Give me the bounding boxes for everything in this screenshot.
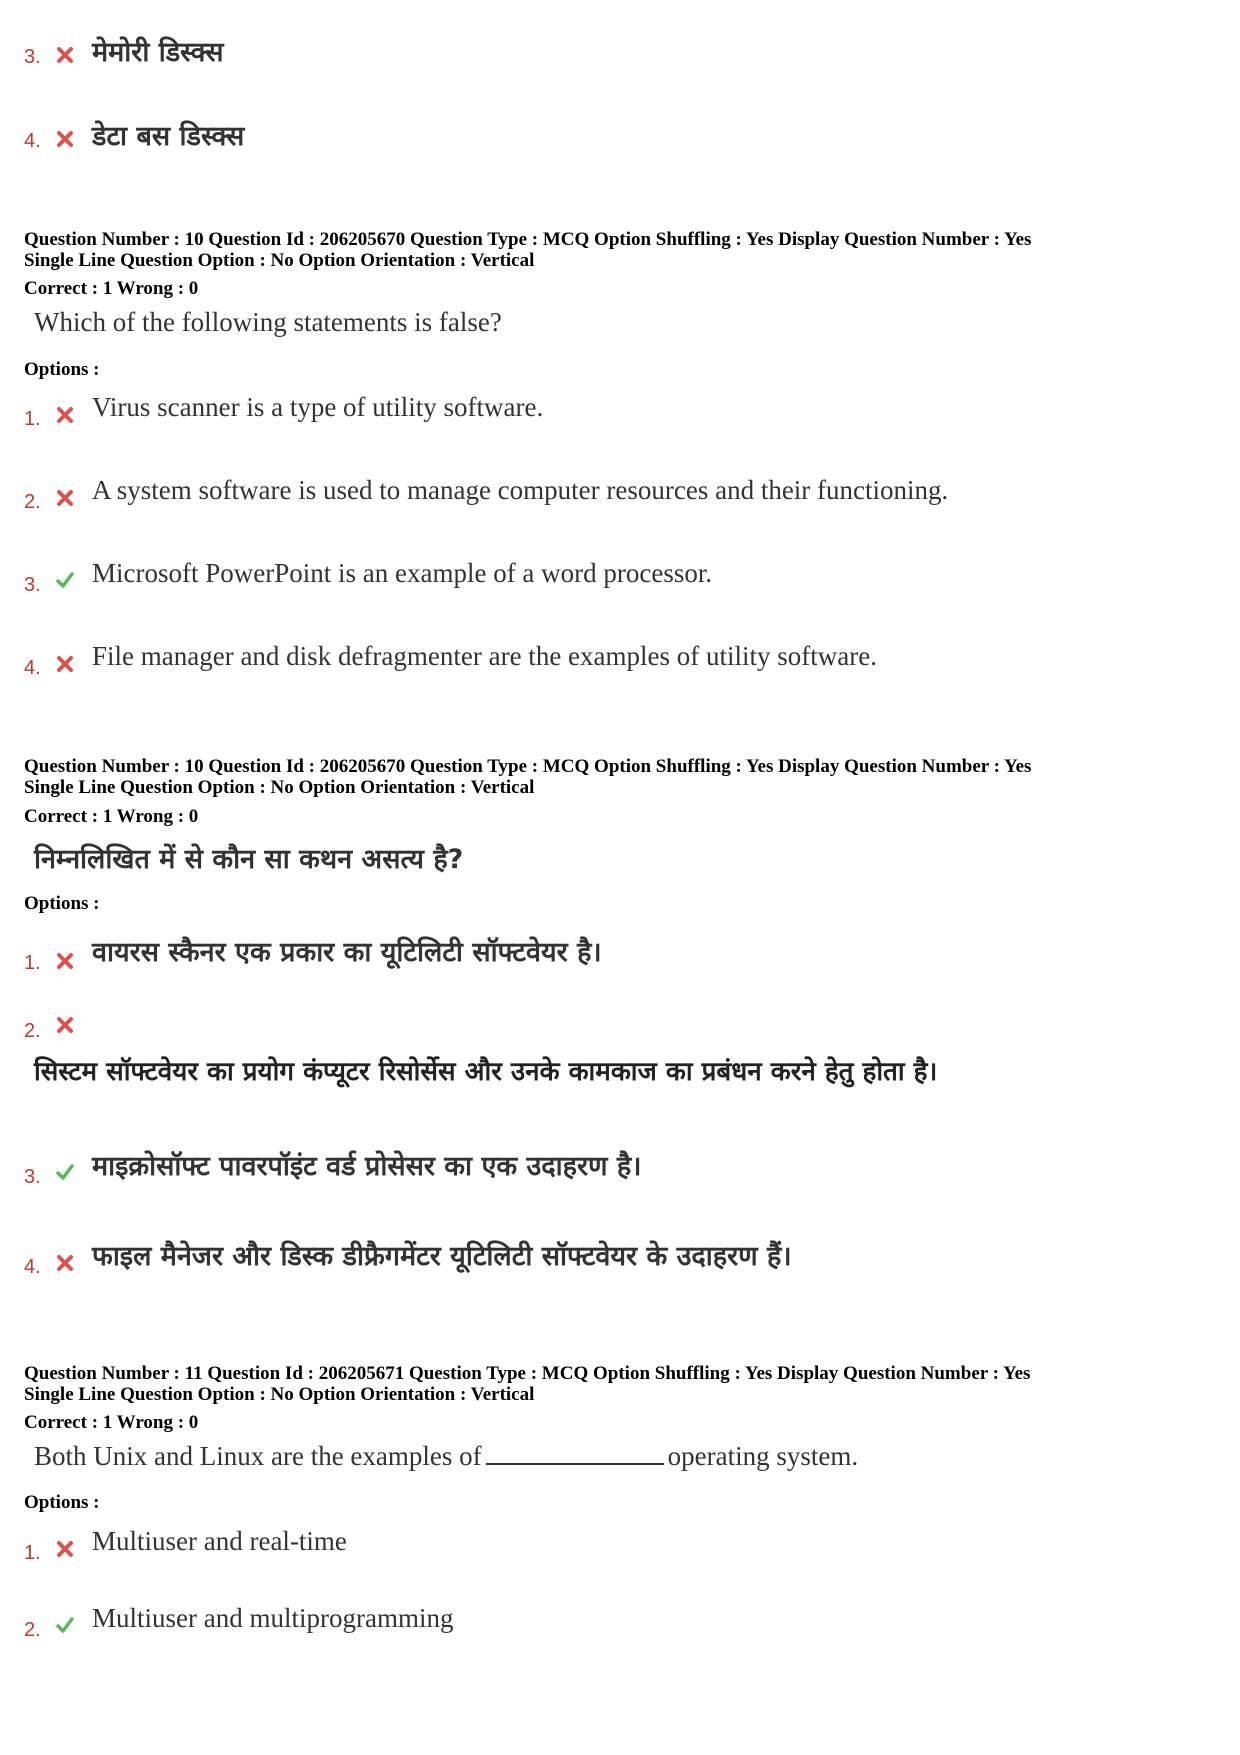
- option-text: Virus scanner is a type of utility software.: [92, 392, 544, 422]
- question-score: Correct : 1 Wrong : 0: [24, 1412, 199, 1433]
- option-number: 2.: [24, 491, 41, 513]
- option-number: 3.: [24, 574, 41, 596]
- option-text: Microsoft PowerPoint is an example of a word processor.: [92, 558, 713, 588]
- cross-icon: [56, 130, 74, 148]
- cross-icon: [56, 1016, 74, 1034]
- question-meta-line: Single Line Question Option : No Option Orientation : Vertical: [24, 1384, 535, 1405]
- cross-icon: [56, 1540, 74, 1558]
- option-number: 2.: [24, 1619, 41, 1641]
- cross-icon: [56, 952, 74, 970]
- option-text: मेमोरी डिस्क्स: [92, 37, 224, 68]
- option-text: File manager and disk defragmenter are the examples of utility software.: [92, 641, 877, 671]
- option-text: फाइल मैनेजर और डिस्क डीफ्रैगमेंटर यूटिलिटी सॉफ्टवेयर के उदाहरण हैं।: [92, 1241, 792, 1272]
- option-number: 3.: [24, 1166, 41, 1188]
- fill-in-blank: [486, 1441, 664, 1465]
- check-icon: [56, 1616, 74, 1634]
- options-label: Options :: [24, 893, 100, 914]
- question-score: Correct : 1 Wrong : 0: [24, 278, 199, 299]
- option-number: 4.: [24, 1256, 41, 1278]
- question-text: निम्नलिखित में से कौन सा कथन असत्य है?: [34, 844, 464, 875]
- option-text: A system software is used to manage computer resources and their functioning.: [92, 475, 949, 505]
- option-text: माइक्रोसॉफ्ट पावरपॉइंट वर्ड प्रोसेसर का एक उदाहरण है।: [92, 1151, 642, 1182]
- option-text: वायरस स्कैनर एक प्रकार का यूटिलिटी सॉफ्टवेयर है।: [92, 937, 602, 968]
- cross-icon: [56, 46, 74, 64]
- option-number: 1.: [24, 952, 41, 974]
- question-text: [34, 1441, 858, 1472]
- cross-icon: [56, 489, 74, 507]
- question-score: Correct : 1 Wrong : 0: [24, 806, 199, 827]
- option-number: 1.: [24, 1542, 41, 1564]
- option-text: डेटा बस डिस्क्स: [92, 121, 245, 152]
- cross-icon: [56, 1254, 74, 1272]
- question-text-after-blank: operating system.: [667, 1441, 859, 1471]
- question-meta-line: Question Number : 10 Question Id : 206205670 Question Type : MCQ Option Shuffling : Yes Display Question Number : Yes: [24, 229, 1032, 250]
- question-text: Which of the following statements is false?: [34, 307, 502, 337]
- question-text-before-blank: Both Unix and Linux are the examples of: [34, 1441, 482, 1471]
- question-meta-line: Single Line Question Option : No Option Orientation : Vertical: [24, 777, 535, 798]
- question-meta-line: Question Number : 10 Question Id : 206205670 Question Type : MCQ Option Shuffling : Yes Display Question Number : Yes: [24, 756, 1032, 777]
- option-number: 3.: [24, 46, 41, 68]
- option-number: 4.: [24, 130, 41, 152]
- check-icon: [56, 571, 74, 589]
- option-number: 4.: [24, 657, 41, 679]
- cross-icon: [56, 406, 74, 424]
- options-label: Options :: [24, 1492, 100, 1513]
- question-meta-line: Single Line Question Option : No Option Orientation : Vertical: [24, 250, 535, 271]
- check-icon: [56, 1163, 74, 1181]
- option-number: 2.: [24, 1020, 41, 1042]
- option-text: सिस्टम सॉफ्टवेयर का प्रयोग कंप्यूटर रिसोर्सेस और उनके कामकाज का प्रबंधन करने हेतु होता है।: [34, 1057, 938, 1087]
- question-meta-line: Question Number : 11 Question Id : 206205671 Question Type : MCQ Option Shuffling : Yes Display Question Number : Yes: [24, 1363, 1031, 1384]
- option-text: Multiuser and real-time: [92, 1526, 347, 1556]
- option-text: Multiuser and multiprogramming: [92, 1603, 454, 1633]
- option-number: 1.: [24, 408, 41, 430]
- options-label: Options :: [24, 359, 100, 380]
- cross-icon: [56, 655, 74, 673]
